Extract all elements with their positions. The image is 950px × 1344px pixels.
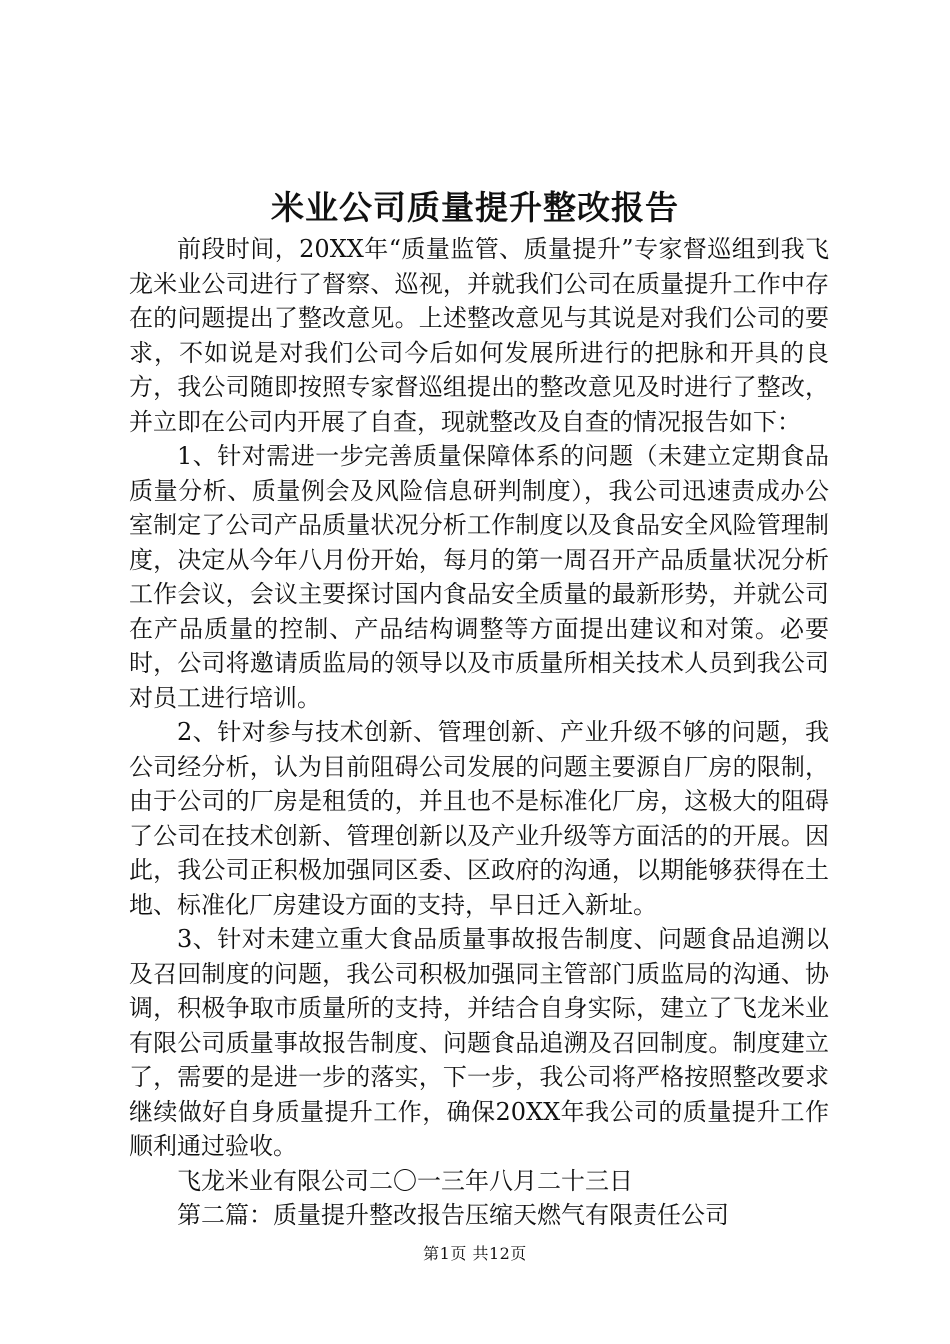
document-title: 米业公司质量提升整改报告 — [271, 188, 679, 227]
item-2-paragraph: 2、针对参与技术创新、管理创新、产业升级不够的问题，我公司经分析，认为目前阻碍公司发展的问题主要源自厂房的限制，由于公司的厂房是租赁的，并且也不是标准化厂房，这极大的阻碍了公司在技术创新、管理创新以及产业升级等方面活的的开展。因此，我公司正积极加强同区委、区政府的沟通，以期能够获得在土地、标准化厂房建设方面的支持，早日迁入新址。 — [129, 718, 829, 919]
intro-paragraph: 前段时间，20XX年“质量监管、质量提升”专家督巡组到我飞龙米业公司进行了督察、巡视，并就我们公司在质量提升工作中存在的问题提出了整改意见。上述整改意见与其说是对我们公司的要求，不如说是对我们公司今后如何发展所进行的把脉和开具的良方，我公司随即按照专家督巡组提出的整改意见及时进行了整改，并立即在公司内开展了自查，现就整改及自查的情况报告如下： — [129, 235, 829, 436]
page-indicator: 第1页 共12页 — [423, 1244, 527, 1263]
item-3-paragraph: 3、针对未建立重大食品质量事故报告制度、问题食品追溯以及召回制度的问题，我公司积极加强同主管部门质监局的沟通、协调，积极争取市质量所的支持，并结合自身实际，建立了飞龙米业有限公司质量事故报告制度、问题食品追溯及召回制度。制度建立了，需要的是进一步的落实，下一步，我公司将严格按照整改要求继续做好自身质量提升工作，确保20XX年我公司的质量提升工作顺利通过验收。 — [129, 925, 829, 1160]
next-section-heading: 第二篇：质量提升整改报告压缩天燃气有限责任公司 — [177, 1201, 729, 1229]
item-1-paragraph: 1、针对需进一步完善质量保障体系的问题（未建立定期食品质量分析、质量例会及风险信息研判制度），我公司迅速责成办公室制定了公司产品质量状况分析工作制度以及食品安全风险管理制度，决定从今年八月份开始，每月的第一周召开产品质量状况分析工作会议，会议主要探讨国内食品安全质量的最新形势，并就公司在产品质量的控制、产品结构调整等方面提出建议和对策。必要时，公司将邀请质监局的领导以及市质量所相关技术人员到我公司对员工进行培训。 — [129, 442, 829, 712]
document-body — [129, 232, 829, 1233]
signature-line: 飞龙米业有限公司二〇一三年八月二十三日 — [177, 1166, 633, 1195]
